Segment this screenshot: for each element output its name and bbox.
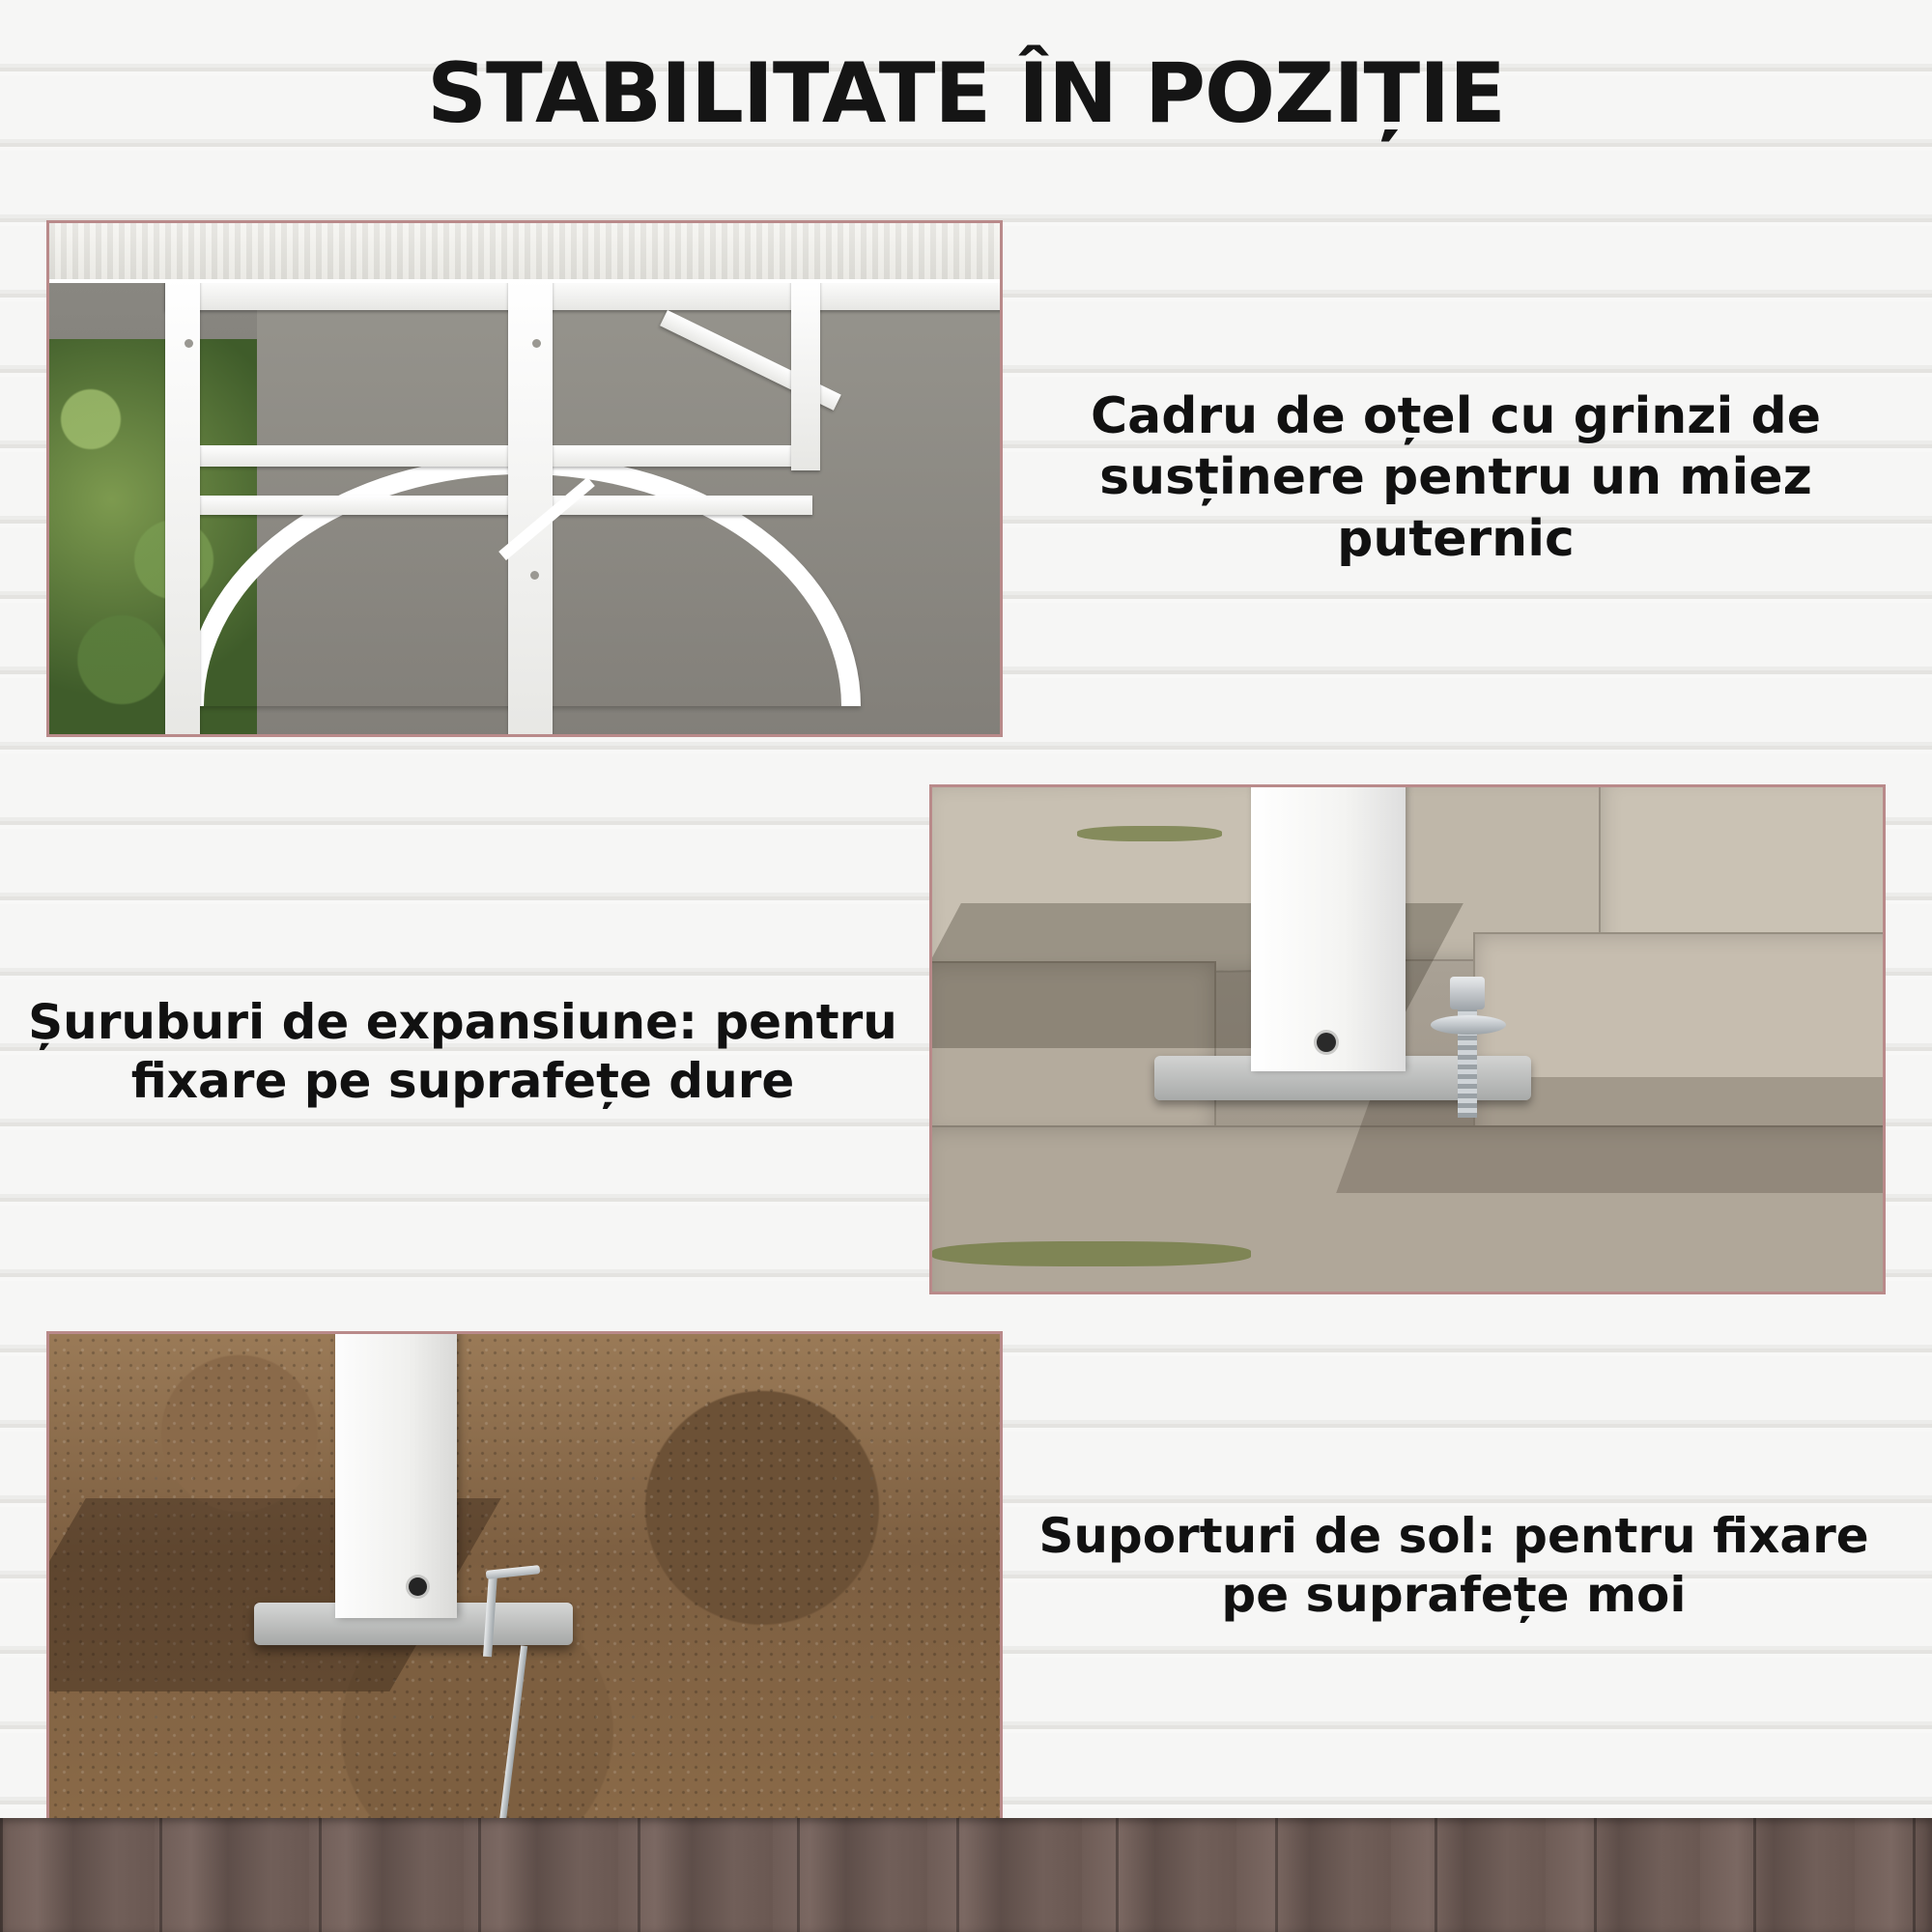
left-post-shape xyxy=(165,277,200,734)
moss-shape xyxy=(932,1241,1251,1266)
screw-detail xyxy=(532,339,541,348)
canopy-edge-shape xyxy=(49,223,1000,283)
support-beam-lower-shape xyxy=(194,496,812,515)
bolt-head-shape xyxy=(1450,977,1485,1009)
photo-steel-frame-content xyxy=(49,223,1000,734)
feature-image-expansion-bolts xyxy=(929,784,1886,1294)
screw-detail xyxy=(1317,1033,1336,1052)
screw-detail xyxy=(530,571,539,580)
caption-steel-frame: Cadru de oțel cu grinzi de susținere pentru un miez puternic xyxy=(1091,387,1821,568)
caption-expansion-bolts: Șuruburi de expansiune: pentru fixare pe suprafețe dure xyxy=(28,994,897,1109)
center-post-shape xyxy=(508,277,553,734)
post-shape xyxy=(1251,787,1406,1071)
support-beam-shape xyxy=(194,445,812,467)
moss-shape xyxy=(1077,826,1222,841)
right-post-shape xyxy=(791,277,820,470)
caption-ground-anchors: Suporturi de sol: pentru fixare pe suprafețe moi xyxy=(1038,1508,1869,1623)
washer-shape xyxy=(1431,1015,1506,1035)
screw-detail xyxy=(409,1577,427,1596)
feature-image-ground-anchors xyxy=(46,1331,1003,1833)
post-shape xyxy=(335,1334,457,1618)
photo-expansion-bolts-content xyxy=(932,787,1883,1292)
screw-detail xyxy=(185,339,193,348)
feature-image-steel-frame xyxy=(46,220,1003,737)
page-title: STABILITATE ÎN POZIȚIE xyxy=(427,45,1505,142)
photo-ground-anchors-content xyxy=(49,1334,1000,1831)
deck-floor-strip xyxy=(0,1818,1932,1932)
